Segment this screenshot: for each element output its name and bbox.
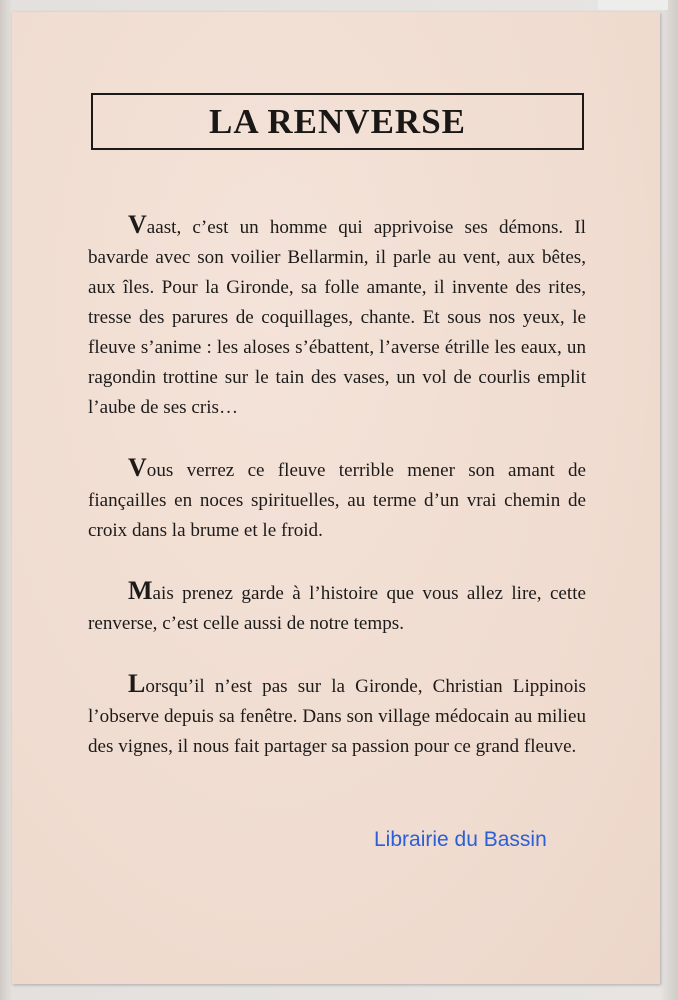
blurb-paragraph-3 bbox=[88, 576, 586, 639]
paragraph-text: ais prenez garde à l’histoire que vous allez lire, cette renverse, c’est celle aussi de notre temps. bbox=[88, 583, 586, 634]
book-back-cover bbox=[12, 12, 660, 984]
paragraph-text: orsqu’il n’est pas sur la Gironde, Christian Lippinois l’observe depuis sa fenêtre. Dans son village médocain au milieu des vignes, il nous fait partager sa passion pour ce grand fleuve. bbox=[88, 676, 586, 757]
blurb-text bbox=[88, 210, 586, 792]
bookseller-watermark: Librairie du Bassin bbox=[374, 828, 547, 851]
book-title: LA RENVERSE bbox=[208, 101, 467, 141]
paragraph-initial: M bbox=[128, 576, 153, 605]
title-frame bbox=[91, 93, 584, 150]
corner-label-tab bbox=[598, 0, 668, 10]
blurb-paragraph-1 bbox=[88, 210, 586, 423]
paragraph-initial: L bbox=[128, 669, 146, 698]
paragraph-text: aast, c’est un homme qui apprivoise ses démons. Il bavarde avec son voilier Bellarmin, il parle au vent, aux bêtes, aux îles. Pour la Gironde, sa folle amante, il invente des rites, tresse des parures de coquillages, chante. Et sous nos yeux, le fleuve s’anime : les aloses s’ébattent, l’averse étrille les eaux, un ragondin trottine sur le tain des vases, un vol de courlis emplit l’aube de ses cris… bbox=[88, 217, 586, 418]
blurb-paragraph-2 bbox=[88, 453, 586, 546]
paragraph-initial: V bbox=[128, 210, 147, 239]
blurb-paragraph-4 bbox=[88, 669, 586, 762]
paragraph-initial: V bbox=[128, 453, 147, 482]
paragraph-text: ous verrez ce fleuve terrible mener son amant de fiançailles en noces spirituelles, au terme d’un vrai chemin de croix dans la brume et le froid. bbox=[88, 460, 586, 541]
